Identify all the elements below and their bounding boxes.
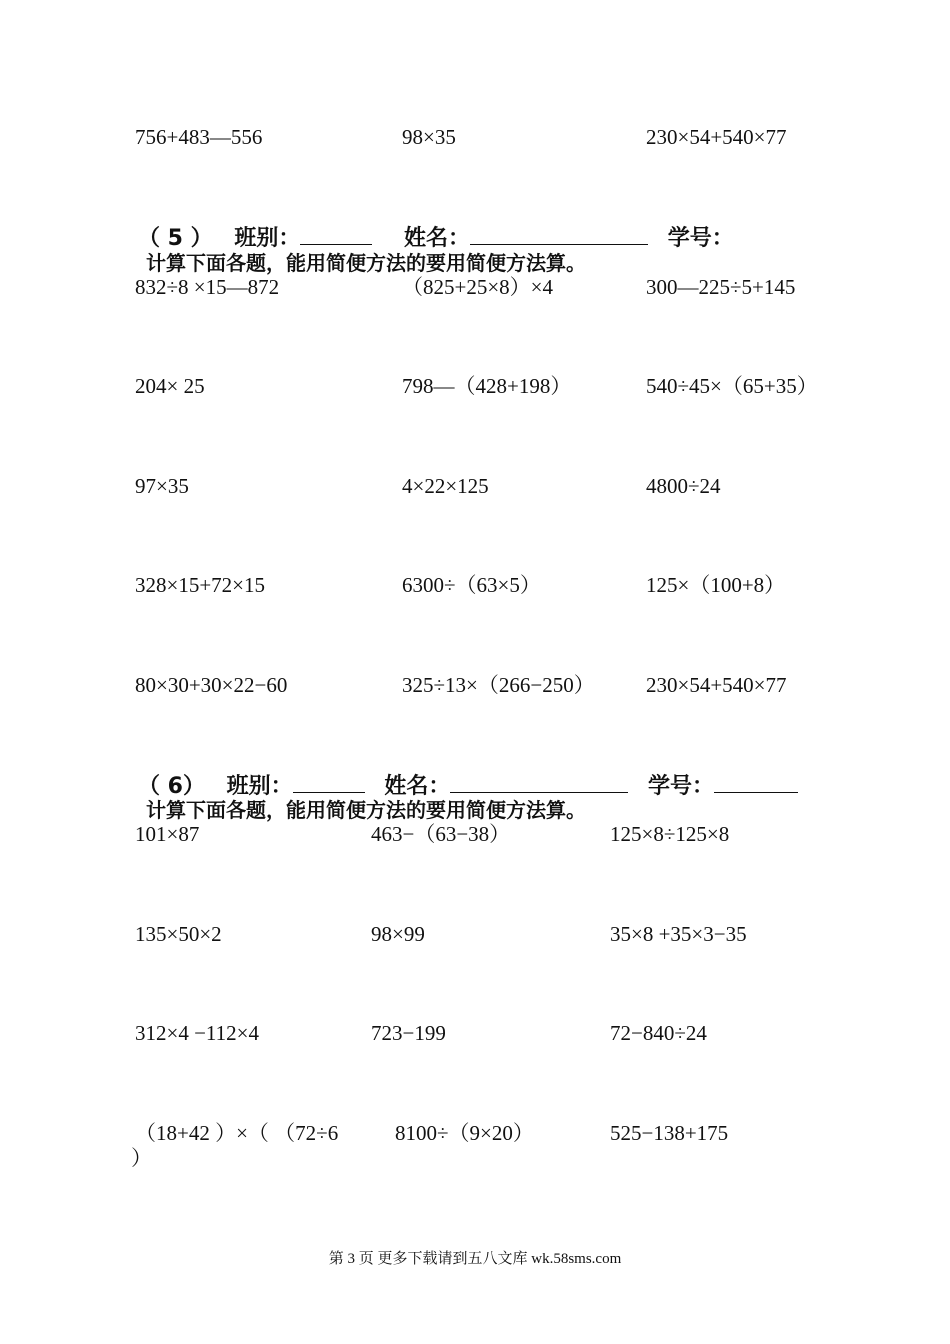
problem-text: 72−840÷24 [610,1021,707,1045]
problem-text: 4×22×125 [402,474,489,498]
problem-text: 300—225÷5+145 [646,275,796,299]
name-blank [450,774,628,793]
class-blank [300,226,372,245]
id-blank [714,774,798,793]
problem-text: 832÷8 ×15—872 [135,275,280,299]
problem-text: 328×15+72×15 [135,573,266,597]
problem-text: 98×99 [371,922,425,946]
problem-text: 98×35 [402,125,456,149]
id-label: 学号： [667,226,734,251]
name-blank [470,226,648,245]
section-6-header [138,774,798,798]
problem-text: 35×8 +35×3−35 [610,922,747,946]
problem-text: 125×8÷125×8 [610,822,730,846]
problem-text: （825+25×8）×4 [402,275,554,299]
problem-text: 756+483—556 [135,125,263,149]
problem-text: 101×87 [135,822,200,846]
class-blank [293,774,365,793]
problem-text: 204× 25 [135,374,205,398]
instruction-text: 计算下面各题，能用简便方法的要用简便方法算。 [146,251,586,275]
problem-text: 230×54+540×77 [646,673,787,697]
problem-text: 6300÷（63×5） [402,573,541,597]
problem-text: 312×4 −112×4 [135,1021,260,1045]
instruction-text: 计算下面各题，能用简便方法的要用简便方法算。 [146,798,586,822]
problem-text: 80×30+30×22−60 [135,673,288,697]
problem-text: （18+42 ）×（ （72÷6 [135,1121,339,1145]
name-label: 姓名： [384,774,451,799]
problem-text: 4800÷24 [646,474,721,498]
problem-text: 798—（428+198） [402,374,572,398]
section-5-header [138,226,734,250]
section-number: （ 5 ） [138,226,213,251]
problem-text-continuation: ） [131,1146,152,1170]
problem-text: 97×35 [135,474,189,498]
problem-text: 540÷45×（65+35） [646,374,818,398]
page-footer: 第 3 页 更多下载请到五八文库 wk.58sms.com [328,1251,622,1267]
class-label: 班别： [226,774,293,799]
problem-text: 723−199 [371,1021,446,1045]
section-number: （ 6） [138,774,205,799]
problem-text: 325÷13×（266−250） [402,673,595,697]
problem-text: 230×54+540×77 [646,125,787,149]
id-label: 学号： [648,774,715,799]
problem-text: 8100÷（9×20） [395,1121,534,1145]
problem-text: 135×50×2 [135,922,222,946]
class-label: 班别： [234,226,301,251]
problem-text: 125×（100+8） [646,573,786,597]
problem-text: 463−（63−38） [371,822,511,846]
name-label: 姓名： [404,226,471,251]
problem-text: 525−138+175 [610,1121,729,1145]
